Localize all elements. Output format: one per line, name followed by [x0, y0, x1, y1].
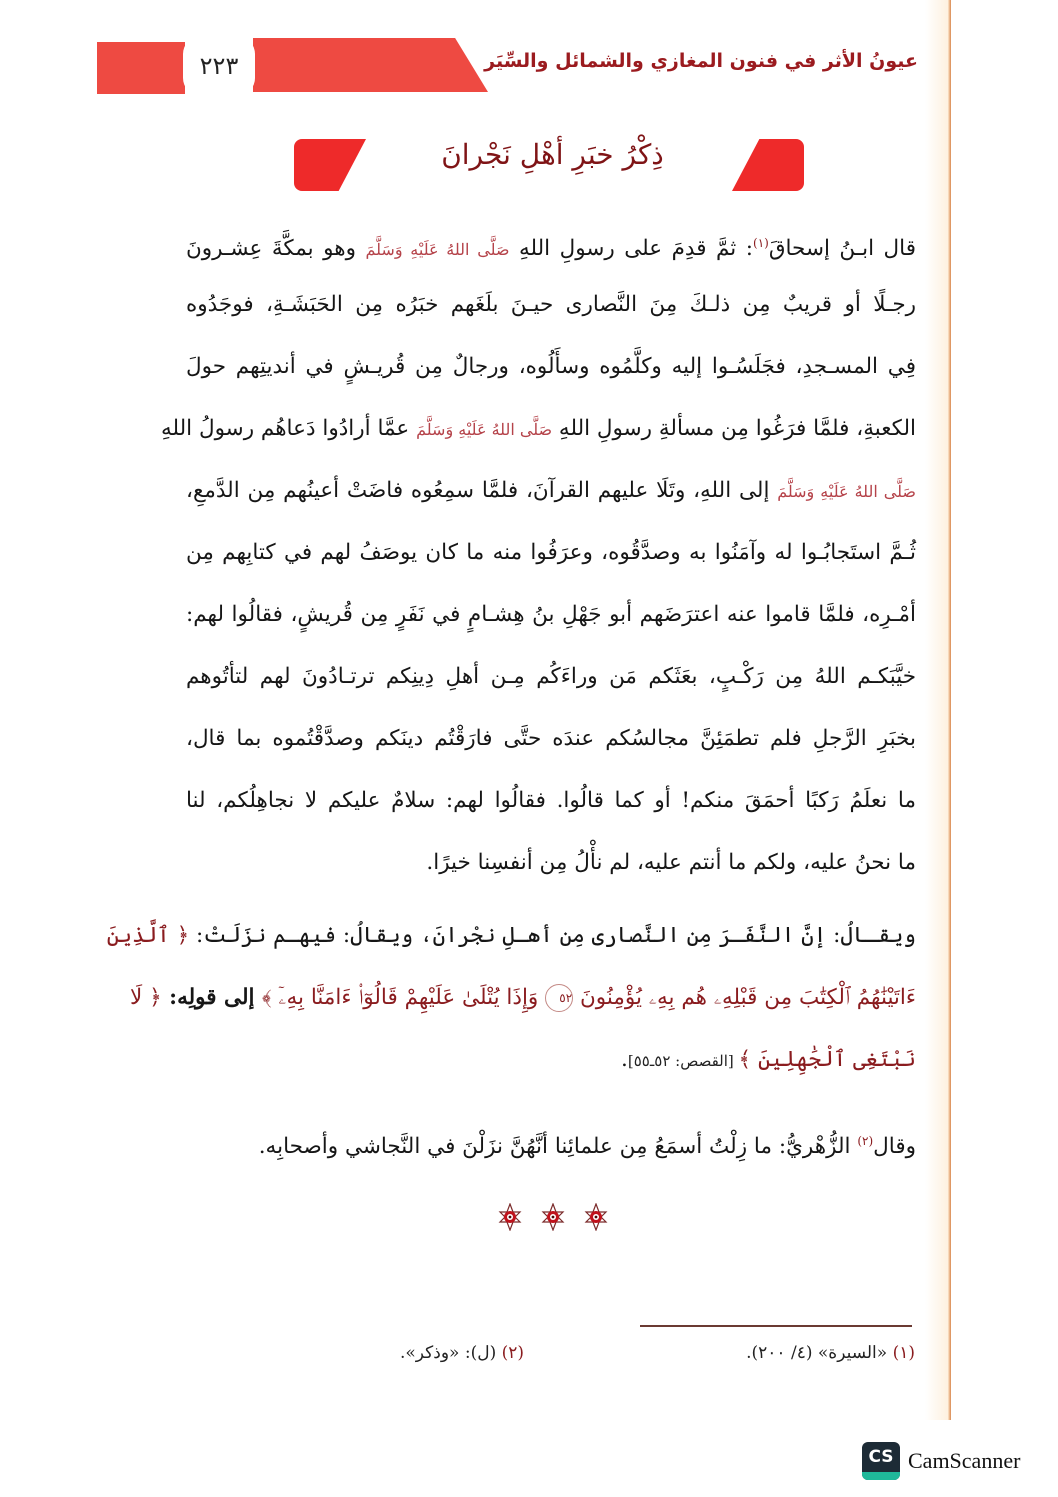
heading-ornament-right [732, 139, 804, 191]
text-line: ما نعلَمُ رَكبًا أحمَقَ منكم! أو كما قالُوا. فقالُوا لهم: سلامٌ عليكم لا نجاهِلُكم، لنا [186, 788, 916, 813]
text-line [186, 212, 916, 274]
footnote-ref-1[interactable]: (١) [753, 236, 769, 250]
footnote-ref-2[interactable]: (٢) [857, 1134, 874, 1148]
text-run: قال ابـنُ إسحاقَ [768, 236, 916, 262]
heading-ornament-left [294, 139, 366, 191]
text-run: ويقـالُ: إنَّ النَّفَـرَ مِن النَّصارى مِن أهـلِ نجْرانَ، ويقالُ: فيهـم نزَلَتْ: [189, 923, 916, 948]
text-line: خيَّبَكـم اللهُ مِن رَكْـبٍ، بعَثَكم مَن وراءَكُم مِـن أهلِ دِينِكم ترتـادُونَ لهم لتأتُوهم [186, 664, 916, 689]
paragraph-najran-verses [106, 905, 916, 1091]
footnotes [400, 1343, 915, 1363]
text-line [129, 967, 916, 1029]
footnote-number: (١) [892, 1343, 915, 1363]
text-line [186, 1029, 916, 1091]
page-edge [948, 0, 951, 1420]
footnote-number: (٢) [501, 1343, 525, 1363]
text-run: إلى قولِه: [161, 985, 262, 1010]
text-line [160, 398, 916, 460]
section-heading: ذِكْرُ خبَرِ أهْلِ نَجْرانَ [441, 138, 664, 171]
text-run: إلى اللهِ، وتَلَا عليهم القرآنَ، فلمَّا سمِعُوه فاضَتْ أعينُهم مِن الدَّمعِ، [186, 478, 778, 503]
footnote-2 [400, 1343, 524, 1363]
running-title: عيونُ الأثر في فنون المغازي والشمائل والسِّيَر [484, 50, 918, 72]
honorific-salawat: صَلَّى اللهُ عَلَيْهِ وَسَلَّمَ [777, 482, 917, 501]
text-line: ثُـمَّ استَجابُـوا له وآمَنُوا به وصدَّقُوه، وعرَفُوا منه ما كان يوصَفُ لهم في كتابِهم مِن [186, 540, 916, 565]
text-line: فِي المسـجدِ، فجَلَسُـوا إليه وكلَّمُوه وسأَلُوه، ورجالٌ مِن قُريـشٍ في أنديتِهم حولَ [186, 354, 916, 379]
honorific-salawat: صَلَّى اللهُ عَلَيْهِ وَسَلَّمَ [365, 240, 510, 260]
footnote-separator [640, 1325, 912, 1327]
text-run: عمَّا أرادُوا دَعاهُم رسولُ اللهِ [160, 416, 417, 441]
quran-quote: نَبْتَغِى ٱلْجَٰهِلِينَ ﴾ [738, 1047, 916, 1072]
footnote-text: (ل): «وذكر». [400, 1343, 502, 1363]
footnote-text: «السيرة» (٤/ ٢٠٠). [746, 1343, 893, 1363]
header-band-right [253, 38, 488, 92]
camscanner-logo-icon: CS [862, 1442, 900, 1480]
star-ornament-icon [584, 1203, 608, 1231]
text-line [186, 1110, 916, 1172]
header-band-left [97, 42, 185, 94]
quran-quote: ءَاتَيْنَٰهُمُ ٱلْكِتَٰبَ مِن قَبْلِهِۦ هُم بِهِۦ يُؤْمِنُونَ [580, 985, 916, 1010]
quran-quote: ﴿ لَا [129, 985, 162, 1010]
text-run: الزُّهْريُّ: ما زِلْتُ أسمَعُ مِن علمائِنا أنَّهُنَّ نزَلْنَ في النَّجاشي وأصحابِه. [258, 1134, 858, 1160]
page-number: ٢٢٣ [183, 36, 255, 96]
text-line [186, 460, 916, 522]
surah-reference: [القصص: ٥٢ـ٥٥] [627, 1052, 739, 1070]
text-line: أمْـرِه، فلمَّا قاموا عنه اعترَضَهم أبو جَهْلِ بنُ هِشـامٍ في نَفَرٍ مِن قُريشٍ، فقالُوا لهم: [186, 602, 916, 627]
text-line: رجـلًا أو قريبٌ مِن ذلـكَ مِنَ النَّصارى حيـنَ بلَغَهم خبَرُه مِن الحَبَشَـةِ، فوجَدُوه [186, 292, 916, 317]
star-ornament-icon [498, 1203, 522, 1231]
text-run: وهو بمكَّةَ عِشـرونَ [186, 236, 366, 262]
text-run: : ثمَّ قدِمَ على رسولِ اللهِ [509, 236, 753, 262]
star-ornament-icon [541, 1203, 565, 1231]
paragraph-ibn-ishaq [160, 212, 917, 894]
section-divider [498, 1203, 608, 1231]
text-run: وقال [873, 1134, 916, 1160]
quran-quote: ﴿ ٱلَّذِينَ [106, 923, 190, 948]
text-run: الكعبةِ، فلمَّا فرَغُوا مِن مسألةِ رسولِ اللهِ [552, 416, 916, 441]
ayah-number-marker: ٥٢ [545, 984, 573, 1012]
camscanner-watermark [862, 1442, 1020, 1480]
footnote-1 [746, 1343, 915, 1363]
page-edge-shadow [925, 0, 949, 1420]
quran-quote: وَإِذَا يُتْلَىٰ عَلَيْهِمْ قَالُوٓا۟ ءَامَنَّا بِهِۦٓ ﴾ [261, 985, 546, 1010]
honorific-salawat: صَلَّى اللهُ عَلَيْهِ وَسَلَّمَ [416, 420, 553, 439]
watermark-label: CamScanner [908, 1448, 1021, 1473]
text-line [106, 905, 916, 967]
text-run: . [621, 1047, 628, 1072]
text-line: ما نحنُ عليه، ولكم ما أنتم عليه، لم نأْلُ مِن أنفسِنا خيرًا. [426, 850, 916, 875]
paragraph-zuhri [186, 1110, 916, 1172]
text-line: بخبَرِ الرَّجلِ فلم تطمَئِنَّ مجالسُكم عندَه حتَّى فارَقْتُم دينَكم وصدَّقْتُموه بما قال، [186, 726, 916, 751]
